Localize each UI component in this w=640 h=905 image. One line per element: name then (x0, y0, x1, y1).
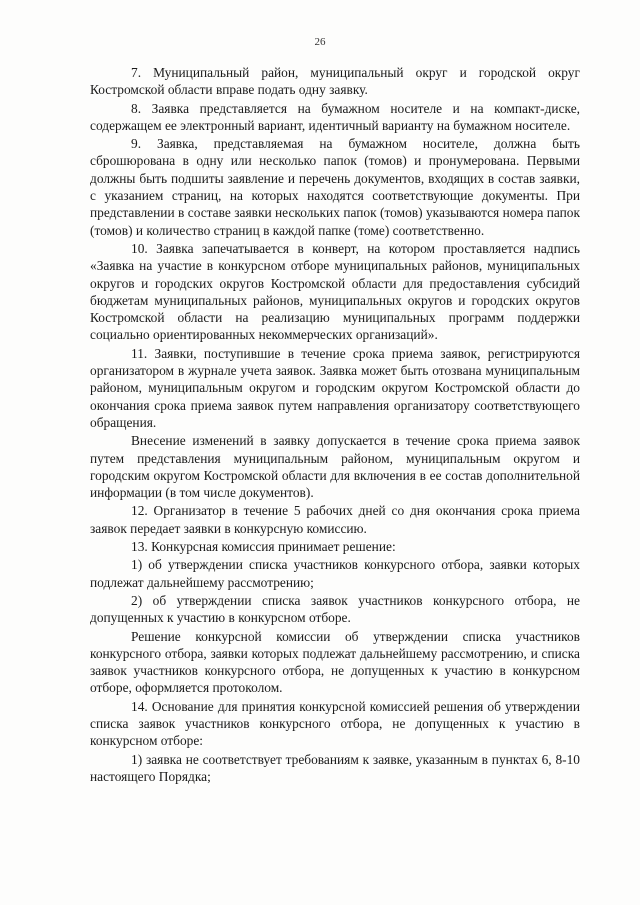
paragraph-10: 10. Заявка запечатывается в конверт, на котором проставляется надпись «Заявка на участие в конкурсном отборе муниципальных районов, муниципальных округов и городских округов Костромской области для предоставления субсидий бюджетам муниципальных районов, муниципальных округов и городских округов Костромской области на реализацию муниципальных программ поддержки социально ориентированных некоммерческих организаций». (90, 240, 580, 343)
paragraph-11-amendments: Внесение изменений в заявку допускается в течение срока приема заявок путем представления муниципальным районом, муниципальным округом и городским округом Костромской области для включения в ее состав дополнительной информации (в том числе документов). (90, 433, 580, 501)
paragraph-14-item-1: 1) заявка не соответствует требованиям к заявке, указанным в пунктах 6, 8-10 настоящего Порядка; (90, 751, 580, 784)
paragraph-14: 14. Основание для принятия конкурсной комиссией решения об утверждении списка заявок участников конкурсного отбора, не допущенных к участию в конкурсном отборе: (90, 698, 580, 749)
paragraph-11: 11. Заявки, поступившие в течение срока приема заявок, регистрируются организатором в журнале учета заявок. Заявка может быть отозвана муниципальным районом, муниципальным округом и городским округом Костромской области до окончания срока приема заявок путем направления организатору соответствующего обращения. (90, 345, 580, 430)
document-body (90, 64, 580, 786)
paragraph-9: 9. Заявка, представляемая на бумажном носителе, должна быть сброшюрована в одну или несколько папок (томов) и пронумерована. Первыми должны быть подшиты заявление и перечень документов, входящих в состав заявки, с указанием страниц, на которых находятся соответствующие документы. При представлении в составе заявки нескольких папок (томов) указываются номера папок (томов) и количество страниц в каждой папке (томе) соответственно. (90, 136, 580, 238)
paragraph-8: 8. Заявка представляется на бумажном носителе и на компакт-диске, содержащем ее электронный вариант, идентичный варианту на бумажном носителе. (90, 100, 580, 133)
paragraph-13-item-1: 1) об утверждении списка участников конкурсного отбора, заявки которых подлежат дальнейшему рассмотрению; (90, 557, 580, 590)
page-number: 26 (314, 36, 326, 48)
paragraph-13: 13. Конкурсная комиссия принимает решение: (131, 539, 396, 555)
paragraph-12: 12. Организатор в течение 5 рабочих дней со дня окончания срока приема заявок передает заявки в конкурсную комиссию. (90, 503, 580, 536)
paragraph-13-decision: Решение конкурсной комиссии об утверждении списка участников конкурсного отбора, заявки которых подлежат дальнейшему рассмотрению, и списка заявок участников конкурсного отбора, не допущенных к участию в конкурсном отборе, оформляется протоколом. (90, 628, 580, 696)
paragraph-13-item-2: 2) об утверждении списка заявок участников конкурсного отбора, не допущенных к участию в конкурсном отборе. (90, 592, 580, 626)
paragraph-7: 7. Муниципальный район, муниципальный округ и городской округ Костромской области вправе подать одну заявку. (90, 65, 580, 98)
